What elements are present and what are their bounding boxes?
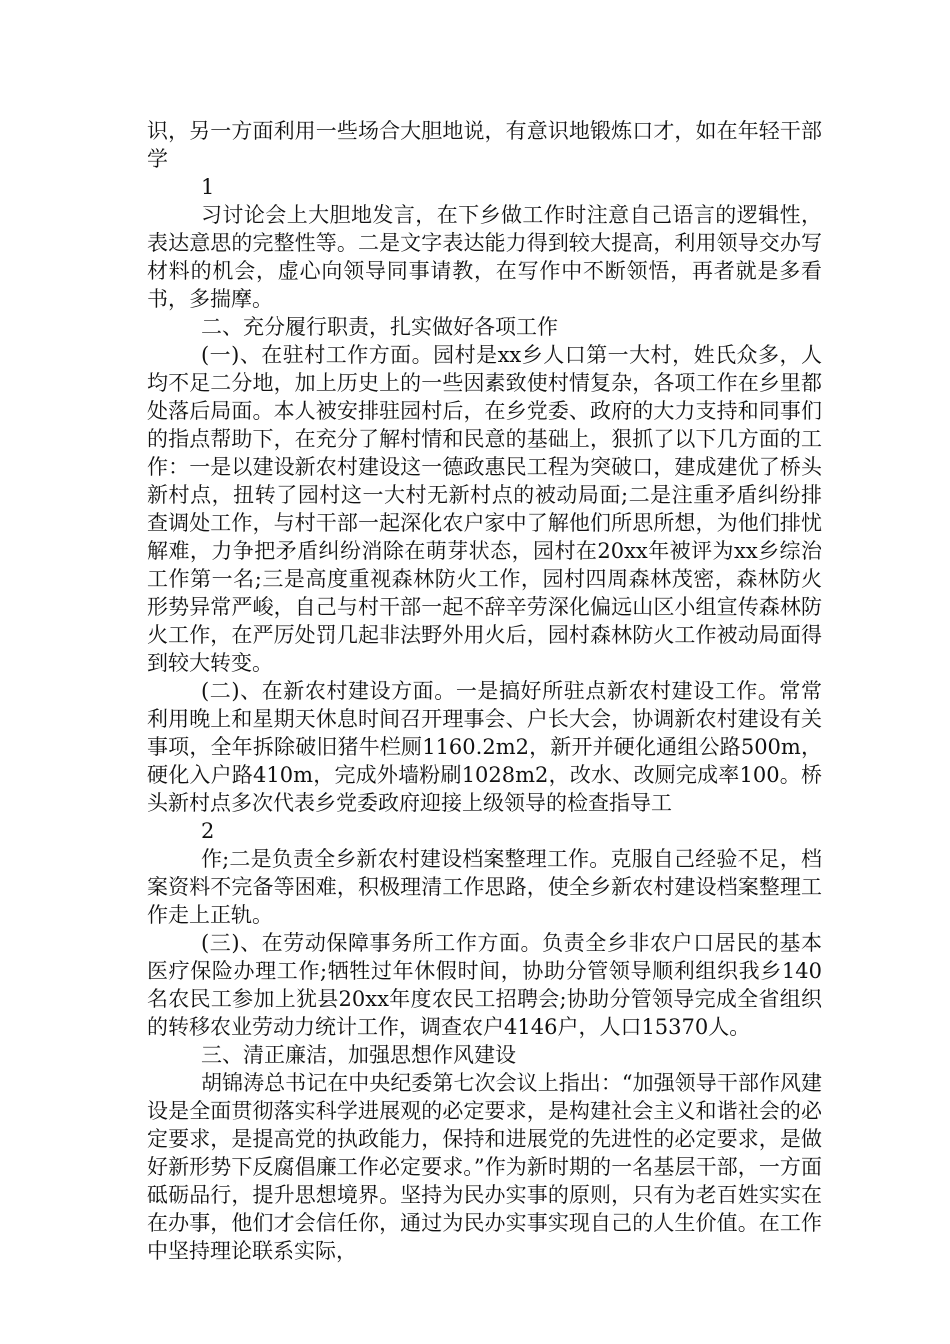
paragraph-labor-security: (三)、在劳动保障事务所工作方面。负责全乡非农户口居民的基本医疗保险办理工作;牺牲过年休假时间，协助分管领导顺利组织我乡140名农民工参加上犹县20xx年度农民工招聘会;协助分管领导完成全省组织的转移农业劳动力统计工作，调查农户4146户，人口15370人。	[147, 931, 822, 1039]
paragraph-village-work: (一)、在驻村工作方面。园村是xx乡人口第一大村，姓氏众多，人均不足二分地，加上历史上的一些因素致使村情复杂，各项工作在乡里都处落后局面。本人被安排驻园村后，在乡党委、政府的大力支持和同事们的指点帮助下，在充分了解村情和民意的基础上，狠抓了以下几方面的工作：一是以建设新农村建设这一德政惠民工程为突破口，建成建优了桥头新村点，扭转了园村这一大村无新村点的被动局面;二是注重矛盾纠纷排查调处工作，与村干部一起深化农户家中了解他们所思所想，为他们排忧解难，力争把矛盾纠纷消除在萌芽状态，园村在20xx年被评为xx乡综治工作第一名;三是高度重视森林防火工作，园村四周森林茂密，森林防火形势异常严峻，自己与村干部一起不辞辛劳深化偏远山区小组宣传森林防火工作，在严厉处罚几起非法野外用火后，园村森林防火工作被动局面得到较大转变。	[147, 343, 822, 675]
paragraph-archive-work: 作;二是负责全乡新农村建设档案整理工作。克服自己经验不足，档案资料不完备等困难，积极理清工作思路，使全乡新农村建设档案整理工作走上正轨。	[147, 847, 822, 927]
paragraph-1: 识，另一方面利用一些场合大胆地说，有意识地锻炼口才，如在年轻干部学	[147, 119, 822, 171]
page-number-2: 2	[201, 819, 215, 843]
document-page	[147, 117, 822, 1265]
section-heading-3: 三、清正廉洁，加强思想作风建设	[201, 1043, 516, 1067]
page-number-1: 1	[201, 175, 215, 199]
paragraph-work-style: 胡锦涛总书记在中央纪委第七次会议上指出：“加强领导干部作风建设是全面贯彻落实科学进展观的必定要求，是构建社会主义和谐社会的必定要求，是提高党的执政能力，保持和进展党的先进性的必定要求，是做好新形势下反腐倡廉工作必定要求。”作为新时期的一名基层干部，一方面砥砺品行，提升思想境界。坚持为民办实事的原则，只有为老百姓实实在在办事，他们才会信任你，通过为民办实事实现自己的人生价值。在工作中坚持理论联系实际，	[147, 1071, 822, 1263]
paragraph-expression-ability: 习讨论会上大胆地发言，在下乡做工作时注意自己语言的逻辑性，表达意思的完整性等。二是文字表达能力得到较大提高，利用领导交办写材料的机会，虚心向领导同事请教，在写作中不断领悟，再者就是多看书，多揣摩。	[147, 203, 822, 311]
section-heading-2: 二、充分履行职责，扎实做好各项工作	[201, 315, 558, 339]
paragraph-new-countryside: (二)、在新农村建设方面。一是搞好所驻点新农村建设工作。常常利用晚上和星期天休息时间召开理事会、户长大会，协调新农村建设有关事项，全年拆除破旧猪牛栏厕1160.2m2，新开并硬化通组公路500m，硬化入户路410m，完成外墙粉刷1028m2，改水、改厕完成率100。桥头新村点多次代表乡党委政府迎接上级领导的检查指导工	[147, 679, 822, 815]
